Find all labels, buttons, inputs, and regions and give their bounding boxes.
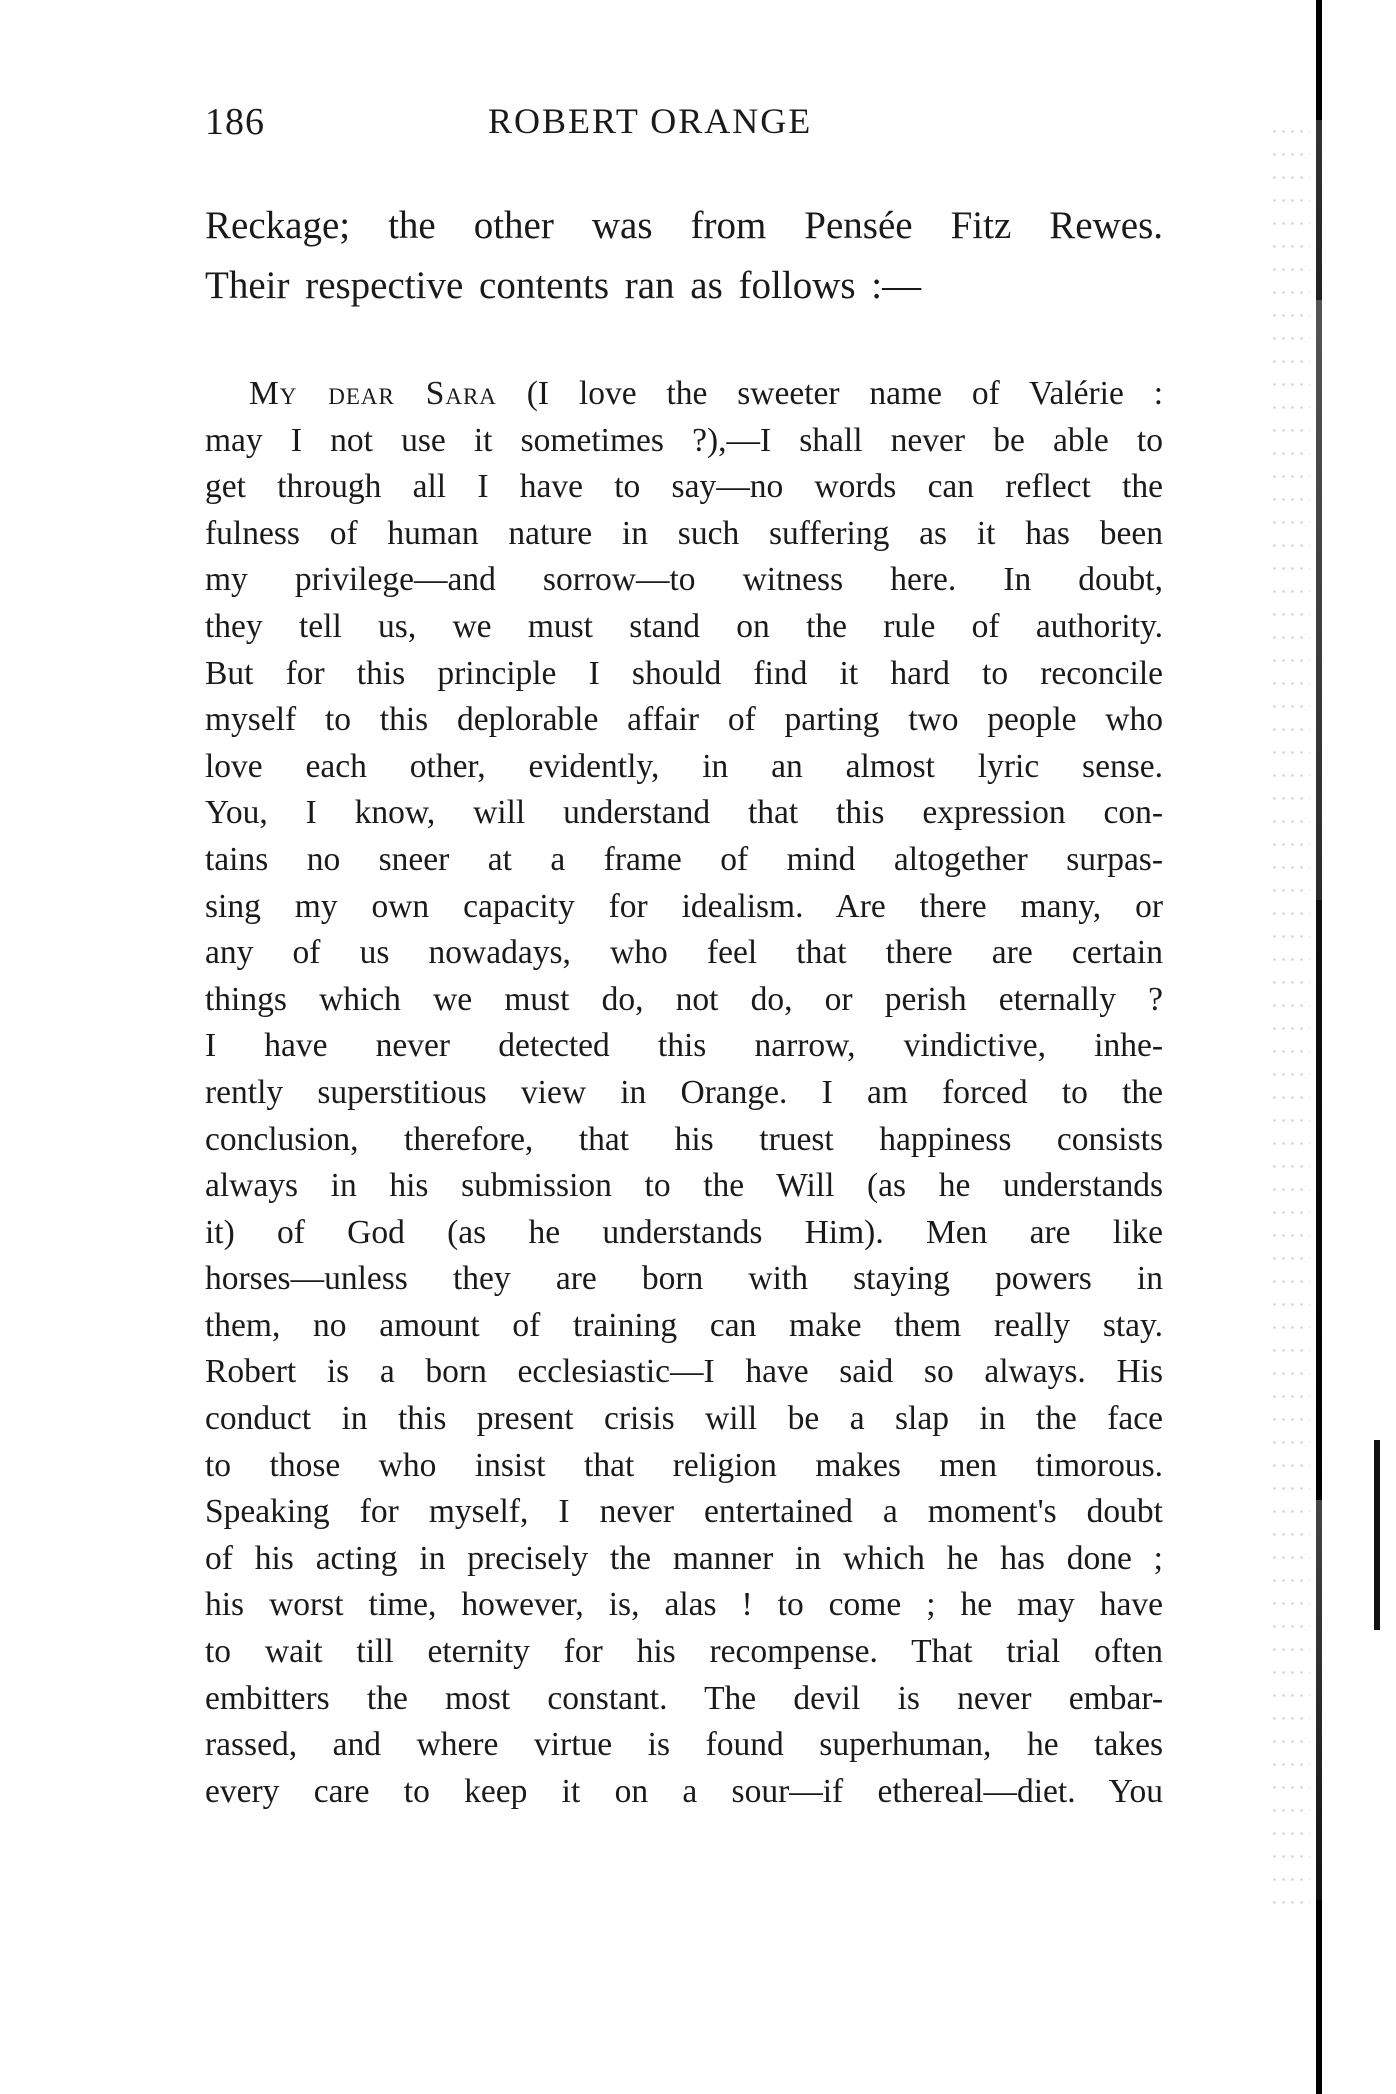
text-line: Speaking for myself, I never entertained a moment's doubt bbox=[205, 1493, 1163, 1531]
running-head: ROBERT ORANGE bbox=[488, 101, 813, 141]
letter-salutation: My dear Sara bbox=[249, 375, 497, 412]
text-line: Reckage; the other was from Pensée Fitz Rewes. bbox=[205, 204, 1163, 247]
text-line: of his acting in precisely the manner in which he has done ; bbox=[205, 1539, 1163, 1577]
text-line: any of us nowadays, who feel that there are certain bbox=[205, 934, 1163, 972]
text-line: But for this principle I should find it hard to reconcile bbox=[205, 654, 1163, 692]
text-line: his worst time, however, is, alas ! to come ; he may have bbox=[205, 1586, 1163, 1624]
text-line: horses—unless they are born with staying powers in bbox=[205, 1260, 1163, 1298]
letter-lines bbox=[205, 418, 1163, 1816]
text-line: to wait till eternity for his recompense. That trial often bbox=[205, 1633, 1163, 1671]
text-line: myself to this deplorable affair of parting two people who bbox=[205, 701, 1163, 739]
text-line: sing my own capacity for idealism. Are there many, or bbox=[205, 887, 1163, 925]
letter-first-line bbox=[205, 371, 1163, 418]
text-line: I have never detected this narrow, vindictive, inhe- bbox=[205, 1027, 1163, 1065]
intro-paragraph bbox=[205, 196, 1163, 316]
text-line: conduct in this present crisis will be a slap in the face bbox=[205, 1400, 1163, 1438]
text-line: them, no amount of training can make them really stay. bbox=[205, 1306, 1163, 1344]
text-line: to those who insist that religion makes men timorous. bbox=[205, 1446, 1163, 1484]
text-line: get through all I have to say—no words can reflect the bbox=[205, 468, 1163, 506]
page-edge-line bbox=[1316, 0, 1322, 2094]
text-line: things which we must do, not do, or perish eternally ? bbox=[205, 980, 1163, 1018]
text-line: may I not use it sometimes ?),—I shall never be able to bbox=[205, 421, 1163, 459]
text-line: conclusion, therefore, that his truest happiness consists bbox=[205, 1120, 1163, 1158]
text-line: Their respective contents ran as follows :— bbox=[205, 264, 922, 307]
letter-body bbox=[205, 371, 1163, 1815]
gutter-shadow bbox=[1270, 120, 1310, 1920]
text-line: fulness of human nature in such suffering as it has been bbox=[205, 514, 1163, 552]
text-line: rassed, and where virtue is found superhuman, he takes bbox=[205, 1726, 1163, 1764]
text-line: every care to keep it on a sour—if ethereal—diet. You bbox=[205, 1772, 1163, 1810]
text-line: it) of God (as he understands Him). Men are like bbox=[205, 1213, 1163, 1251]
letter-first-line-text: (I love the sweeter name of Valérie : bbox=[496, 375, 1163, 412]
text-line: my privilege—and sorrow—to witness here. In doubt, bbox=[205, 561, 1163, 599]
text-line: embitters the most constant. The devil is never embar- bbox=[205, 1679, 1163, 1717]
text-line: tains no sneer at a frame of mind altogether surpas- bbox=[205, 840, 1163, 878]
text-line: Robert is a born ecclesiastic—I have said so always. His bbox=[205, 1353, 1163, 1391]
text-line: rently superstitious view in Orange. I am forced to the bbox=[205, 1073, 1163, 1111]
page-header bbox=[205, 100, 1165, 150]
page-edge-mark bbox=[1374, 1440, 1380, 1630]
text-line: they tell us, we must stand on the rule of authority. bbox=[205, 607, 1163, 645]
text-line: You, I know, will understand that this expression con- bbox=[205, 794, 1163, 832]
page-number: 186 bbox=[205, 101, 265, 143]
text-line: love each other, evidently, in an almost lyric sense. bbox=[205, 747, 1163, 785]
text-line: always in his submission to the Will (as he understands bbox=[205, 1167, 1163, 1205]
